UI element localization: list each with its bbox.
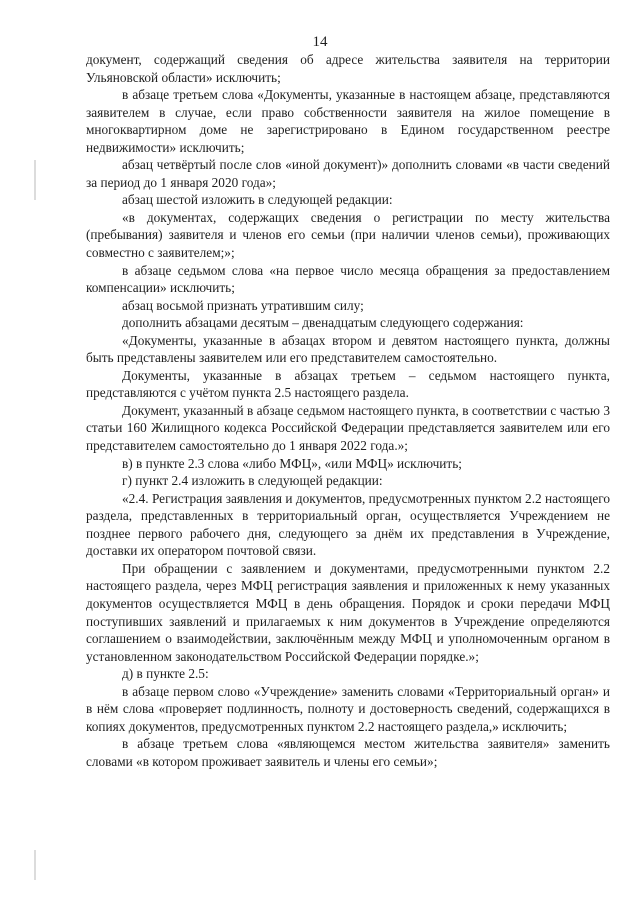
paragraph: абзац шестой изложить в следующей редакции:: [122, 192, 393, 208]
paragraph: абзац четвёртый после слов «иной документ)» дополнить словами «в части сведений за период до 1 января 2020 года»;: [86, 157, 610, 190]
paragraph: Документ, указанный в абзаце седьмом настоящего пункта, в соответствии с частью 3 статьи 160 Жилищного кодекса Российской Федерации представляется заявителем или его представителем самостоятельно до 1 января 2022 года.»;: [86, 402, 610, 454]
paragraph: абзац восьмой признать утратившим силу;: [122, 297, 364, 313]
scan-edge-mark: [34, 160, 36, 200]
paragraph: дополнить абзацами десятым – двенадцатым следующего содержания:: [122, 315, 524, 331]
paragraph: При обращении с заявлением и документами, предусмотренными пунктом 2.2 настоящего раздела, через МФЦ регистрация заявления и приложенных к нему указанных документов осуществляется МФЦ в день обращения. Порядок и сроки передачи МФЦ поступивших заявлений и прилагаемых к ним документов в Учреждение определяются соглашением о взаимодействии, заключённым между МФЦ и уполномоченным органом в установленном законодательством Российской Федерации порядке.»;: [86, 560, 610, 664]
paragraph: документ, содержащий сведения об адресе жительства заявителя на территории Ульяновской области» исключить;: [86, 52, 610, 85]
paragraph: в) в пункте 2.3 слова «либо МФЦ», «или МФЦ» исключить;: [122, 455, 462, 471]
paragraph: «в документах, содержащих сведения о регистрации по месту жительства (пребывания) заявителя и членов его семьи (при наличии членов семьи), проживающих совместно с заявителем;»;: [86, 209, 610, 261]
paragraph: «Документы, указанные в абзацах втором и девятом настоящего пункта, должны быть представлены заявителем или его представителем самостоятельно.: [86, 332, 610, 366]
paragraph: в абзаце третьем слова «являющемся местом жительства заявителя» заменить словами «в котором проживает заявитель и члены его семьи»;: [86, 736, 610, 769]
document-body: [86, 51, 610, 770]
paragraph: в абзаце третьем слова «Документы, указанные в настоящем абзаце, представляются заявителем в случае, если право собственности заявителя на жилое помещение в многоквартирном доме не зарегистрировано в Едином государственном реестре недвижимости» исключить;: [86, 87, 610, 155]
paragraph: д) в пункте 2.5:: [122, 666, 209, 682]
paragraph: в абзаце седьмом слова «на первое число месяца обращения за предоставлением компенсации» исключить;: [86, 262, 610, 296]
paragraph: «2.4. Регистрация заявления и документов, предусмотренных пунктом 2.2 настоящего раздела, представленных в территориальный орган, осуществляется Учреждением не позднее первого рабочего дня, следующего за днём их представления в Учреждение, доставки их оператором почтовой связи.: [86, 490, 610, 559]
scan-edge-mark: [34, 850, 36, 880]
paragraph: в абзаце первом слово «Учреждение» заменить словами «Территориальный орган» и в нём слова «проверяет подлинность, полноту и достоверность сведений, содержащихся в копиях документов, предусмотренных пунктом 2.2 настоящего раздела,» исключить;: [86, 683, 610, 734]
page-number: 14: [312, 34, 328, 50]
paragraph: Документы, указанные в абзацах третьем – седьмом настоящего пункта, представляются с учётом пункта 2.5 настоящего раздела.: [86, 367, 610, 401]
paragraph: г) пункт 2.4 изложить в следующей редакции:: [122, 473, 383, 489]
